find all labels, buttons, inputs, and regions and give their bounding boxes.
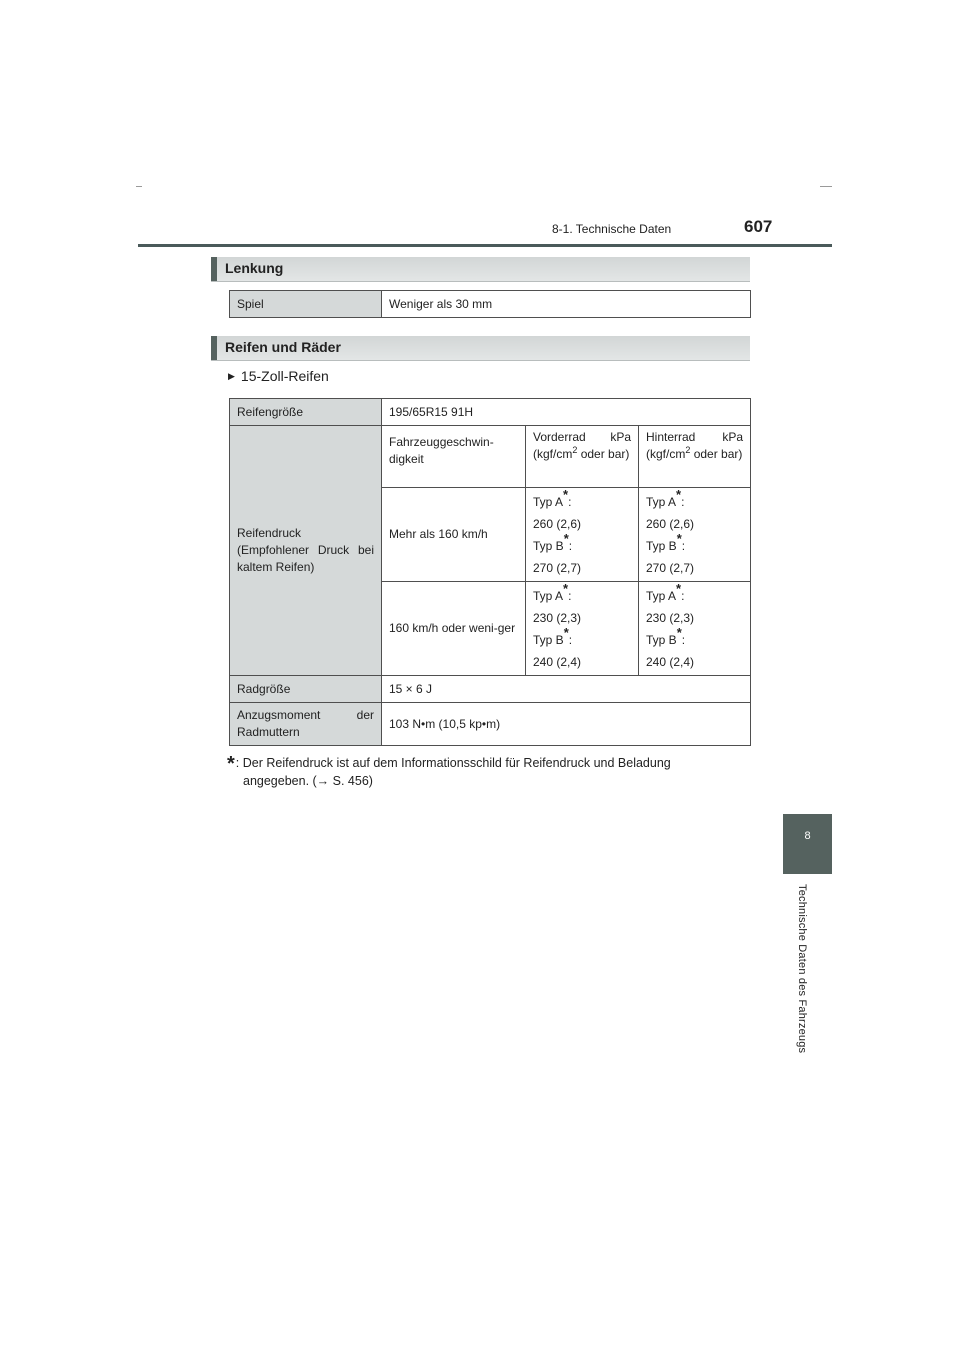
type-a-label: Typ A — [533, 588, 564, 603]
type-b-label: Typ B — [533, 632, 564, 647]
steering-play-value: Weniger als 30 mm — [382, 291, 751, 318]
page-number: 607 — [744, 217, 773, 236]
type-a-value: 230 (2,3) — [646, 610, 695, 625]
rear-pressure-low: Typ A*: 230 (2,3) Typ B*: 240 (2,4) — [639, 582, 751, 676]
header-rule — [138, 244, 832, 247]
asterisk-icon: * — [676, 530, 682, 546]
type-a-label: Typ A — [646, 588, 677, 603]
asterisk-icon: * — [676, 486, 682, 502]
asterisk-icon: * — [563, 486, 569, 502]
section-heading-steering — [211, 257, 750, 282]
type-a-label: Typ A — [533, 494, 564, 509]
rear-pressure-high: Typ A*: 260 (2,6) Typ B*: 270 (2,7) — [639, 488, 751, 582]
type-b-value: 240 (2,4) — [533, 654, 582, 669]
type-a-value: 260 (2,6) — [533, 516, 582, 531]
type-a-value: 230 (2,3) — [533, 610, 582, 625]
chapter-number: 8 — [804, 830, 811, 842]
rear-column-header — [639, 426, 751, 488]
type-b-label: Typ B — [533, 538, 564, 553]
front-column-header — [526, 426, 639, 488]
crop-mark-right — [820, 186, 832, 187]
tyre-table — [229, 398, 751, 746]
tyre-pressure-label-text: Reifendruck (Empfohlener Druck bei kaltem Reifen) — [237, 526, 374, 574]
speed-column-header: Fahrzeuggeschwin-digkeit — [382, 426, 526, 488]
asterisk-icon: * — [676, 580, 682, 596]
crop-mark-left — [136, 186, 142, 187]
triangle-bullet-icon: ▶ — [228, 371, 235, 381]
asterisk-icon: * — [563, 624, 569, 640]
section-heading-tyres — [211, 336, 750, 361]
tyre-size-label: Reifengröße — [230, 399, 382, 426]
type-a-label: Typ A — [646, 494, 677, 509]
type-b-value: 240 (2,4) — [646, 654, 695, 669]
heading-title: Lenkung — [225, 260, 284, 276]
type-b-label: Typ B — [646, 632, 677, 647]
tyre-pressure-label — [230, 426, 382, 676]
torque-label — [230, 703, 382, 746]
table-row — [230, 703, 751, 746]
heading-title: Reifen und Räder — [225, 339, 341, 355]
heading-bar — [211, 257, 217, 281]
subheading-text: 15-Zoll-Reifen — [240, 368, 329, 384]
speed-160-or-less — [382, 582, 526, 676]
rear-column-header-text: Hinterrad kPa ($kgf/cm^2$ oder bar) — [646, 430, 743, 461]
asterisk-icon: * — [563, 530, 569, 546]
asterisk-icon: * — [227, 753, 235, 775]
wheel-size-value: 15 × 6 J — [382, 676, 751, 703]
type-b-value: 270 (2,7) — [533, 560, 582, 575]
speed-160-or-less-text: 160 km/h oder weni-ger — [389, 621, 516, 635]
type-a-value: 260 (2,6) — [646, 516, 695, 531]
type-b-value: 270 (2,7) — [646, 560, 695, 575]
front-pressure-low: Typ A*: 230 (2,3) Typ B*: 240 (2,4) — [526, 582, 639, 676]
steering-table — [229, 290, 751, 318]
table-row — [230, 291, 751, 318]
steering-play-label: Spiel — [230, 291, 382, 318]
torque-label-text: Anzugsmoment der Radmuttern — [237, 708, 374, 739]
front-column-header-text: Vorderrad kPa ($kgf/cm^2$ oder bar) — [533, 430, 631, 461]
tyre-size-value: 195/65R15 91H — [382, 399, 751, 426]
type-b-label: Typ B — [646, 538, 677, 553]
chapter-label: Technische Daten des Fahrzeugs — [796, 884, 808, 1054]
heading-bar — [211, 336, 217, 360]
section-title: 8-1. Technische Daten — [552, 222, 672, 236]
asterisk-icon: * — [676, 624, 682, 640]
asterisk-icon: * — [563, 580, 569, 596]
chapter-tab[interactable] — [783, 814, 832, 874]
front-pressure-high: Typ A*: 260 (2,6) Typ B*: 270 (2,7) — [526, 488, 639, 582]
table-row — [230, 426, 751, 488]
wheel-size-label: Radgröße — [230, 676, 382, 703]
table-row — [230, 399, 751, 426]
torque-value: 103 N•m (10,5 kp•m) — [382, 703, 751, 746]
table-row — [230, 676, 751, 703]
footnote-text-continued[interactable]: angegeben. (→ S. 456) — [243, 774, 373, 788]
subheading-15-inch — [228, 368, 329, 384]
footnote-text: : Der Reifendruck ist auf dem Informationsschild für Reifendruck und Beladung — [235, 756, 671, 770]
footnote — [227, 754, 746, 790]
speed-above-160: Mehr als 160 km/h — [382, 488, 526, 582]
